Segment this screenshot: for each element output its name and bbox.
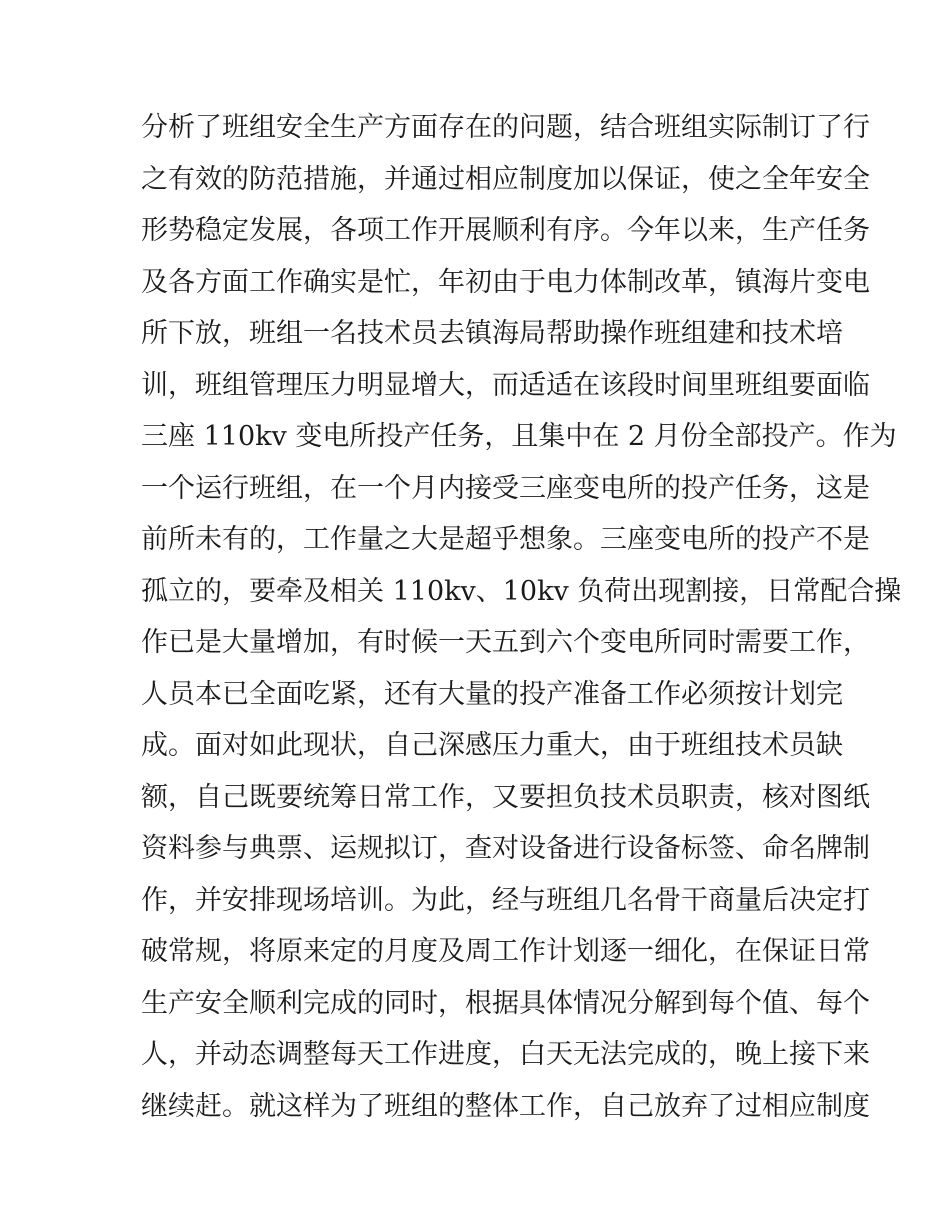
- text-line: 破常规，将原来定的月度及周工作计划逐一细化，在保证日常: [141, 936, 870, 967]
- text-line: 人，并动态调整每天工作进度，白天无法完成的，晚上接下来: [141, 1039, 870, 1070]
- text-line: 资料参与典票、运规拟订，查对设备进行设备标签、命名牌制: [141, 833, 870, 864]
- text-line: 额，自己既要统筹日常工作，又要担负技术员职责，核对图纸: [141, 781, 870, 813]
- text-line: 孤立的，要牵及相关 110kv、10kv 负荷出现割接，日常配合操: [141, 575, 902, 607]
- text-line: 前所未有的，工作量之大是超乎想象。三座变电所的投产不是: [141, 524, 870, 555]
- text-line: 之有效的防范措施，并通过相应制度加以保证，使之全年安全: [141, 163, 870, 195]
- text-line: 分析了班组安全生产方面存在的问题，结合班组实际制订了行: [141, 112, 870, 143]
- text-line: 作已是大量增加，有时候一天五到六个变电所同时需要工作，: [141, 627, 870, 658]
- text-line: 训，班组管理压力明显增大，而适适在该段时间里班组要面临: [141, 369, 870, 401]
- text-line: 生产安全顺利完成的同时，根据具体情况分解到每个值、每个: [141, 987, 870, 1019]
- text-line: 所下放，班组一名技术员去镇海局帮助操作班组建和技术培: [141, 318, 843, 349]
- text-line: 作，并安排现场培训。为此，经与班组几名骨干商量后决定打: [141, 884, 870, 916]
- text-line: 继续赶。就这样为了班组的整体工作，自己放弃了过相应制度: [141, 1090, 870, 1122]
- text-line: 人员本已全面吃紧，还有大量的投产准备工作必须按计划完: [141, 678, 843, 710]
- text-line: 一个运行班组，在一个月内接受三座变电所的投产任务，这是: [141, 472, 870, 504]
- text-line: 三座 110kv 变电所投产任务，且集中在 2 月份全部投产。作为: [141, 421, 897, 452]
- text-line: 及各方面工作确实是忙，年初由于电力体制改革，镇海片变电: [141, 266, 870, 298]
- text-line: 成。面对如此现状，自己深感压力重大，由于班组技术员缺: [141, 730, 843, 761]
- body-paragraph: [141, 102, 902, 1132]
- text-line: 形势稳定发展，各项工作开展顺利有序。今年以来，生产任务: [141, 215, 870, 246]
